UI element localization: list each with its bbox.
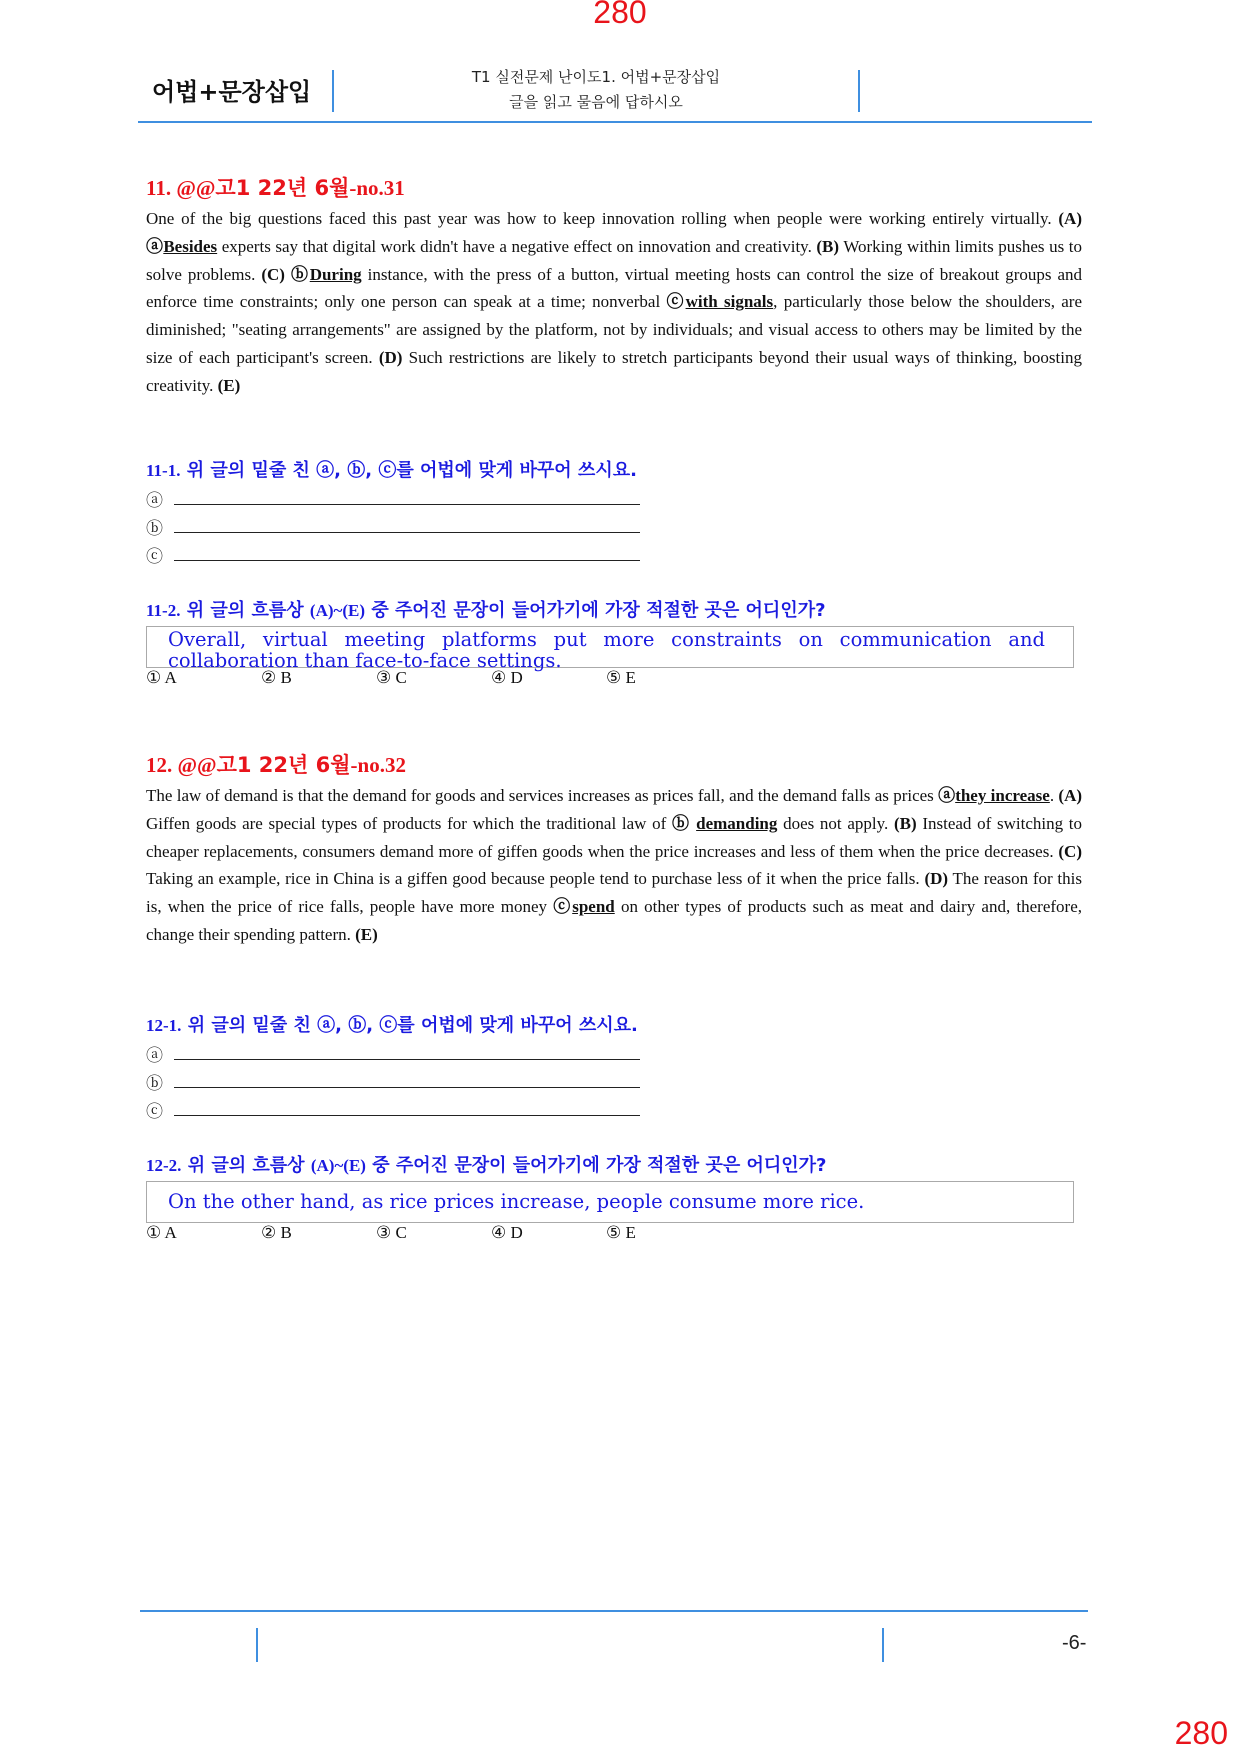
footer-page-number: -6- xyxy=(1062,1632,1087,1654)
footer-rule xyxy=(140,1610,1088,1612)
header-subtitle-2: 글을 읽고 물음에 답하시오 xyxy=(509,93,683,111)
given-sentence-box: On the other hand, as rice prices increase, people consume more rice. xyxy=(146,1181,1074,1223)
choice-4[interactable]: ④ D xyxy=(491,1223,523,1242)
answer-choices xyxy=(146,1223,746,1245)
choice-4[interactable]: ④ D xyxy=(491,668,523,687)
underlined-word-c: spend xyxy=(572,897,615,917)
underlined-word-a: they increase xyxy=(955,786,1050,805)
blank-mark-a: ⓐ xyxy=(938,786,956,805)
given-sentence-box: Overall, virtual meeting platforms put more constraints on communication and collaboration than face-to-face settings. xyxy=(146,626,1074,668)
answer-line-c[interactable]: ⓒ xyxy=(146,542,646,568)
question-number: 12. @@ xyxy=(146,753,217,777)
question-11-2-prompt: 11-2. 위 글의 흐름상 (A)~(E) 중 주어진 문장이 들어가기에 가장 적절한 곳은 어디인가? xyxy=(146,600,826,621)
blank-mark-c: ⓒ xyxy=(553,897,573,917)
insert-position-d: (D) xyxy=(378,347,403,367)
insert-position-c: (C) xyxy=(1058,841,1082,861)
underlined-word-b: During xyxy=(309,264,362,284)
choice-3[interactable]: ③ C xyxy=(376,668,407,687)
header-divider xyxy=(858,70,860,112)
insert-position-e: (E) xyxy=(355,924,378,944)
blank-mark-b: ⓑ xyxy=(671,813,691,833)
footer-divider xyxy=(882,1628,884,1662)
insert-position-a: (A) xyxy=(1058,786,1083,805)
choice-5[interactable]: ⑤ E xyxy=(606,668,636,687)
question-source: 고1 22년 6월 xyxy=(215,176,350,200)
question-11-1-prompt: 11-1. 위 글의 밑줄 친 ⓐ, ⓑ, ⓒ를 어법에 맞게 바꾸어 쓰시요. xyxy=(146,460,637,481)
answer-line-b[interactable]: ⓑ xyxy=(146,514,646,540)
choice-2[interactable]: ② B xyxy=(261,668,292,687)
insert-position-e: (E) xyxy=(217,375,241,395)
answer-line-b[interactable]: ⓑ xyxy=(146,1069,646,1095)
footer-divider xyxy=(256,1628,258,1662)
answer-choices xyxy=(146,668,746,690)
header-rule xyxy=(138,121,1092,123)
blank-mark-c: ⓒ xyxy=(666,292,686,312)
choice-1[interactable]: ① A xyxy=(146,1223,177,1242)
answer-line-c[interactable]: ⓒ xyxy=(146,1097,646,1123)
underlined-word-b: demanding xyxy=(696,813,778,833)
question-number: 11. @@ xyxy=(146,176,216,200)
question-suffix: -no.31 xyxy=(349,176,405,200)
choice-5[interactable]: ⑤ E xyxy=(606,1223,636,1242)
header-title: 어법+문장삽입 xyxy=(152,78,312,106)
answer-line-a[interactable]: ⓐ xyxy=(146,486,646,512)
question-source: 고1 22년 6월 xyxy=(216,753,351,777)
question-12-2-prompt: 12-2. 위 글의 흐름상 (A)~(E) 중 주어진 문장이 들어가기에 가장 적절한 곳은 어디인가? xyxy=(146,1155,827,1176)
answer-line-a[interactable]: ⓐ xyxy=(146,1041,646,1067)
blank-mark-a: ⓐ xyxy=(146,236,164,256)
insert-position-b: (B) xyxy=(893,813,917,833)
underlined-word-a: Besides xyxy=(163,236,218,256)
insert-position-c: (C) xyxy=(261,264,285,284)
document-header xyxy=(138,60,1102,124)
underlined-word-c: with signals xyxy=(685,292,774,312)
question-12-title xyxy=(146,749,406,779)
choice-2[interactable]: ② B xyxy=(261,1223,292,1242)
question-12-passage: The law of demand is that the demand for goods and services increases as prices fall, and the demand falls as prices ⓐthey increase. (A) Giffen goods are special types of products for which the traditional law of ⓑ demanding does not apply. (B) Instead of switching to cheaper replacements, consumers demand more of giffen goods when the price increases and less of them when the price decreases. (C) Taking an example, rice in China is a giffen good because people tend to purchase less of it when the price falls. (D) The reason for this is, when the price of rice falls, people have more money ⓒspend on other types of products such as meat and dairy and, therefore, change their spending pattern. (E) xyxy=(146,786,1083,944)
question-12-1-prompt: 12-1. 위 글의 밑줄 친 ⓐ, ⓑ, ⓒ를 어법에 맞게 바꾸어 쓰시요. xyxy=(146,1015,638,1036)
question-11-passage: One of the big questions faced this past year was how to keep innovation rolling when people were working entirely virtually. (A) ⓐBesides experts say that digital work didn't have a negative effect on innovation and creativity. (B) Working within limits pushes us to solve problems. (C) ⓑDuring instance, with the press of a button, virtual meeting hosts can control the size of breakout groups and enforce time constraints; only one person can speak at a time; nonverbal ⓒwith signals, particularly those below the shoulders, are diminished; "seating arrangements" are assigned by the platform, not by individuals; and visual access to others may be limited by the size of each participant's screen. (D) Such restrictions are likely to stretch participants beyond their usual ways of thinking, boosting creativity. (E) xyxy=(146,209,1083,395)
question-suffix: -no.32 xyxy=(350,753,406,777)
choice-1[interactable]: ① A xyxy=(146,668,177,687)
insert-position-d: (D) xyxy=(924,869,949,889)
bottom-page-number: 280 xyxy=(1174,1715,1228,1751)
choice-3[interactable]: ③ C xyxy=(376,1223,407,1242)
top-page-number: 280 xyxy=(593,0,647,30)
blank-mark-b: ⓑ xyxy=(290,264,310,284)
header-subtitle-1: T1 실전문제 난이도1. 어법+문장삽입 xyxy=(471,68,721,86)
question-11-title xyxy=(146,172,405,202)
insert-position-b: (B) xyxy=(816,236,840,256)
insert-position-a: (A) xyxy=(1058,209,1082,228)
